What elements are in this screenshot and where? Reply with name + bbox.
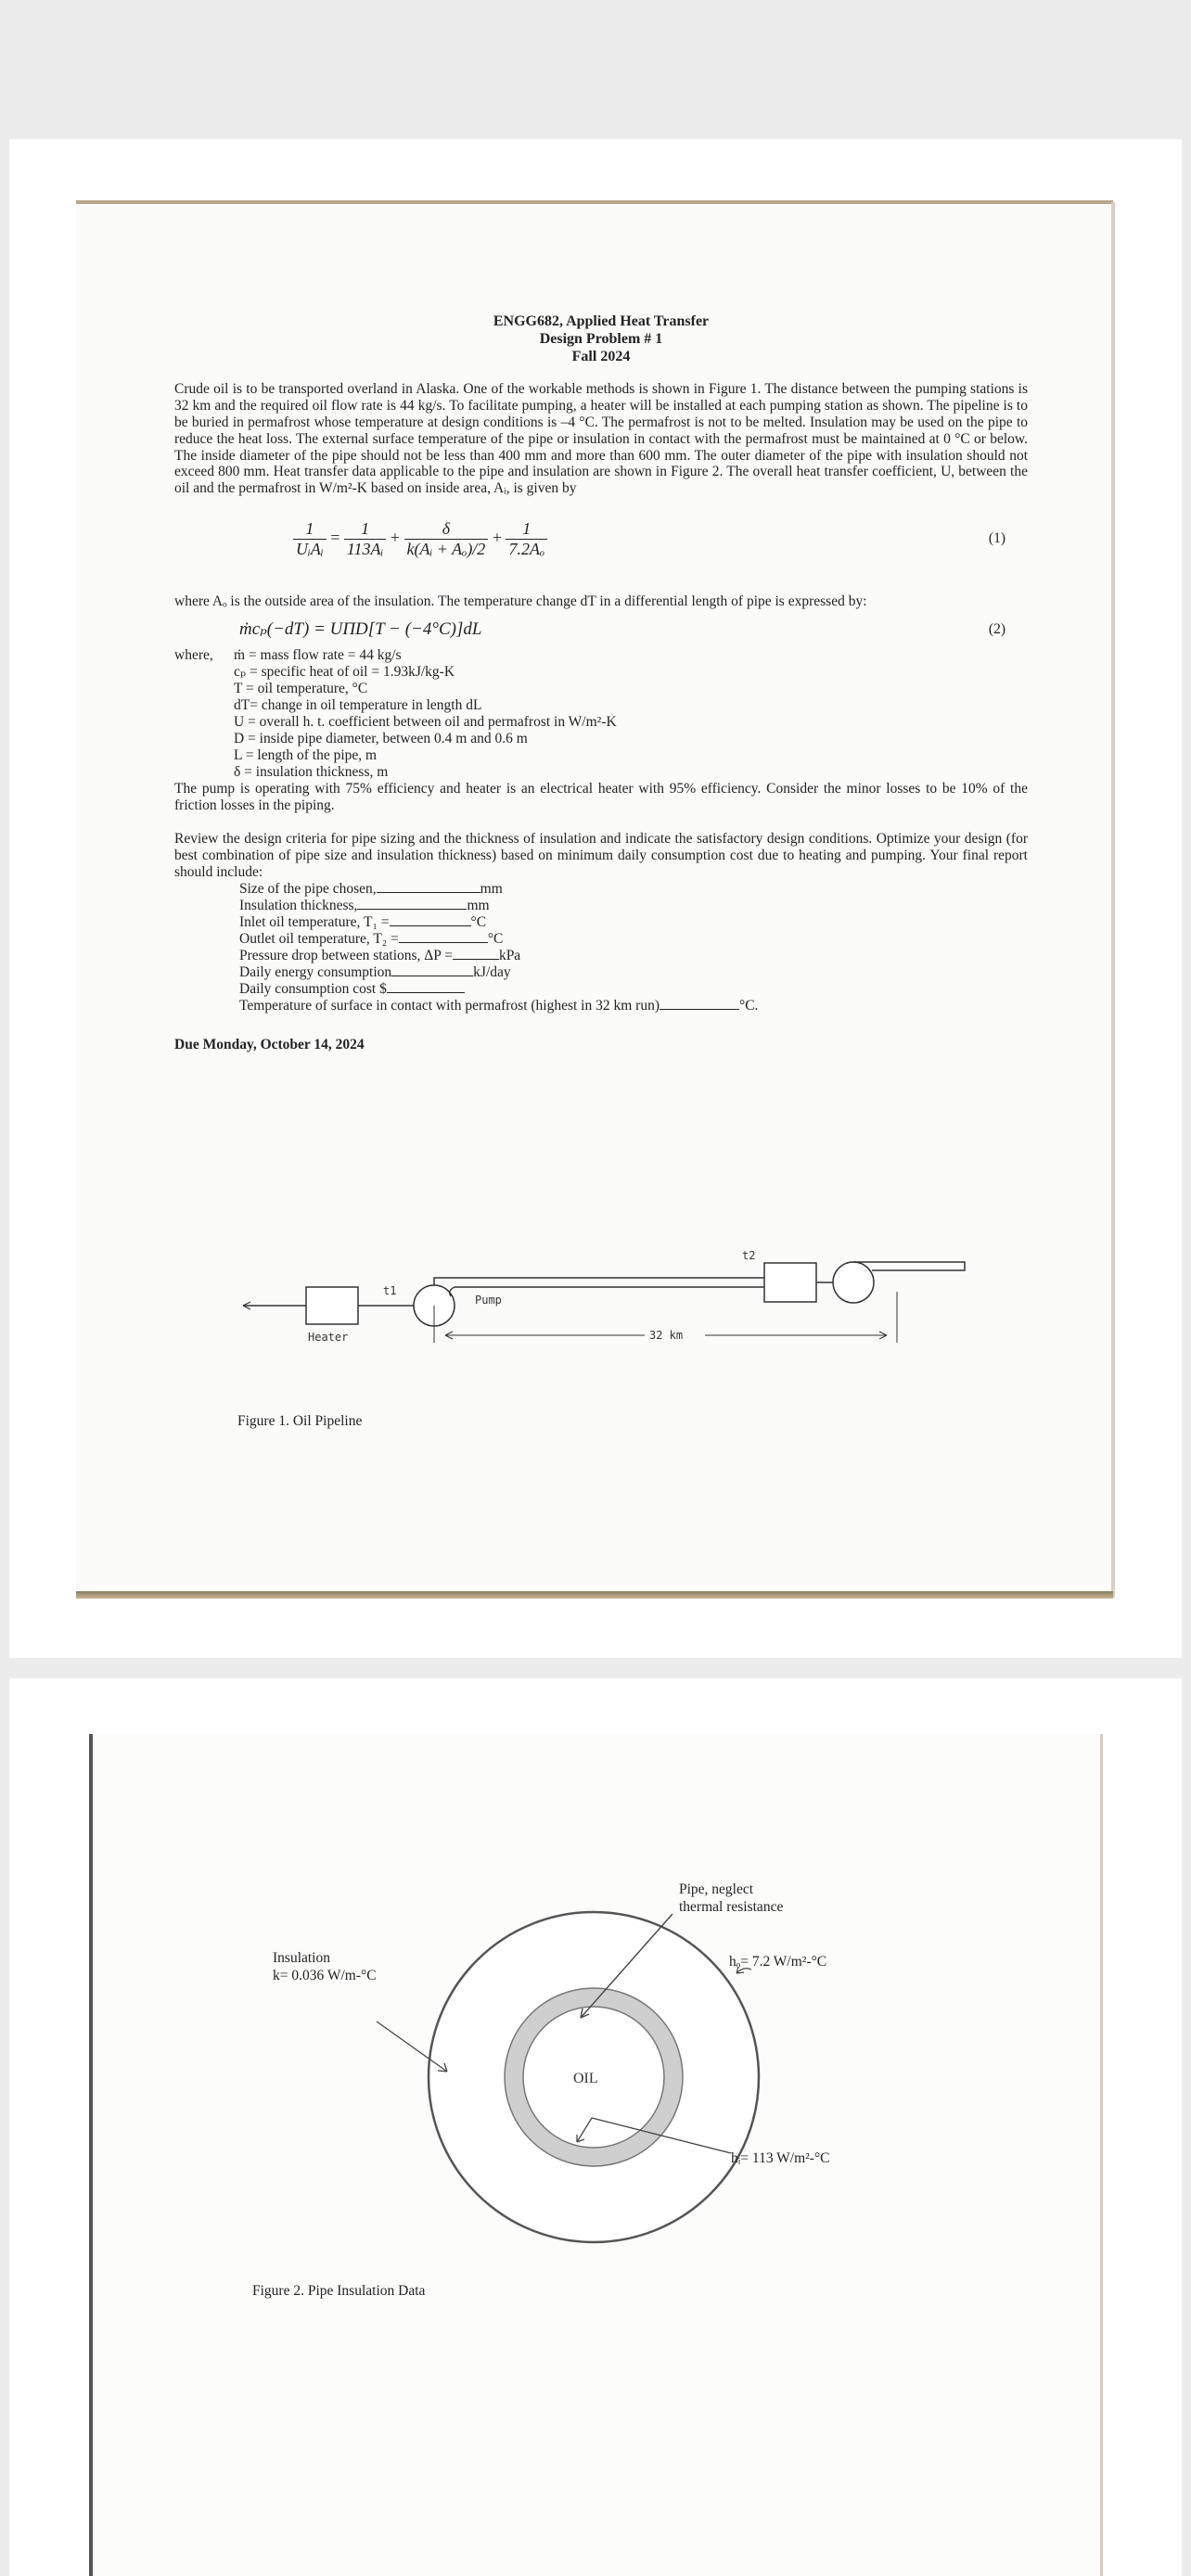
eq2-text: ṁcₚ(−dT) = UΠD[T − (−4°C)]dL	[239, 619, 482, 640]
equation-1: $\frac{1}{\text{UᵢAᵢ}}$ = $\frac{1}{\text{113Aᵢ}}$ + $\frac{\delta}{\text{k(Aᵢ + Aₒ)/2}}$ + $\frac{1}{\text{7.2Aₒ}}$ (1)	[174, 510, 1028, 584]
page-1	[9, 139, 1182, 1658]
list-item: δ = insulation thickness, m	[234, 764, 389, 781]
list-item: D = inside pipe diameter, between 0.4 m and 0.6 m	[234, 731, 528, 747]
list-item: cₚ = specific heat of oil = 1.93kJ/kg-K	[234, 664, 455, 681]
paper-edge-left	[89, 1734, 93, 2576]
list-item: L = length of the pipe, m	[234, 747, 378, 764]
eq-note: where Aₒ is the outside area of the insulation. The temperature change dT in a differential length of pipe is expressed by:	[174, 593, 867, 610]
intro-paragraph: Crude oil is to be transported overland in Alaska. One of the workable methods is shown in Figure 1. The distance between the pumping stations is 32 km and the required oil flow rate is 44 kg/s. To facilitate pumping, a heater will be installed at each pumping station as shown. The pipeline is to be buried in permafrost whose temperature at design conditions is –4 °C. The permafrost is not to be melted. Insulation may be used on the pipe to reduce the heat loss. The external surface temperature of the pipe or insulation in contact with the permafrost must be maintained at 0 °C or below. The inside diameter of the pipe should not be less than 400 mm and more than 600 mm. The outer diameter of the pipe with insulation should not exceed 800 mm. Heat transfer data applicable to the pipe and insulation are shown in Figure 2. The overall heat transfer coefficient, U, between the oil and the permafrost in W/m²-K based on inside area, Aᵢ, is given by	[174, 380, 1028, 497]
heater-box-2	[764, 1263, 816, 1302]
list-item: ṁ = mass flow rate = 44 kg/s	[234, 647, 402, 664]
course-title: ENGG682, Applied Heat Transfer	[493, 313, 710, 329]
eq2-number: (2)	[988, 621, 1005, 638]
eq1-term-insulation: $\frac{\delta}{\text{k(Aᵢ + Aₒ)/2}}$	[404, 519, 489, 559]
paper-edge-bottom	[76, 1591, 1113, 1599]
variable-list	[174, 647, 1028, 781]
eq1-term-outside: $\frac{1}{\text{7.2Aₒ}}$	[506, 519, 547, 559]
pump-2	[833, 1262, 874, 1303]
pump-note: The pump is operating with 75% efficiency and heater is an electrical heater with 95% efficiency. Consider the minor losses to be 10% of the friction losses in the piping.	[174, 781, 1028, 814]
label-pump: Pump	[475, 1294, 502, 1307]
problem-title: Design Problem # 1	[539, 330, 663, 347]
page-2	[9, 1678, 1182, 2576]
document-header	[174, 313, 1028, 366]
report-item: Daily energy consumption kJ/day	[239, 963, 511, 980]
review-paragraph: Review the design criteria for pipe sizing and the thickness of insulation and indicate the satisfactory design conditions. Optimize your design (for best combination of pipe size and insulation thickness) based on minimum daily consumption cost due to heating and pumping. Your final report should include:	[174, 831, 1028, 880]
heater-box-1	[306, 1287, 358, 1324]
insulation-label: Insulation k= 0.036 W/m-°C	[273, 1950, 377, 1984]
figure-2-pipe-cross-section	[417, 1901, 770, 2253]
document-body	[174, 313, 1028, 1053]
due-date: Due Monday, October 14, 2024	[174, 1036, 365, 1052]
eq1-term-inside: $\frac{1}{\text{113Aᵢ}}$	[344, 519, 387, 559]
where-block	[174, 647, 1028, 781]
label-t1: t1	[383, 1284, 397, 1297]
paper-edge-right	[1111, 202, 1115, 1598]
report-item: Outlet oil temperature, T₂ = °C	[239, 930, 504, 947]
report-item: Daily consumption cost $	[239, 981, 1028, 998]
outlet-pipe	[853, 1262, 965, 1270]
figure-2-caption: Figure 2. Pipe Insulation Data	[252, 2283, 426, 2299]
oil-label: OIL	[573, 2071, 598, 2086]
label-t2: t2	[742, 1250, 756, 1262]
paper-edge-right	[1100, 1734, 1103, 2576]
eq1-lhs: $\frac{1}{\text{UᵢAᵢ}}$	[293, 519, 327, 559]
label-heater: Heater	[308, 1331, 349, 1344]
list-item: U = overall h. t. coefficient between oil and permafrost in W/m²-K	[234, 714, 617, 731]
list-item: T = oil temperature, °C	[234, 681, 368, 697]
where-label: where,	[174, 647, 213, 664]
report-list	[174, 881, 1028, 1014]
figure-1-caption: Figure 1. Oil Pipeline	[237, 1413, 363, 1429]
list-item: dT= change in oil temperature in length dL	[234, 697, 482, 714]
paper-edge-top	[76, 200, 1113, 204]
hi-label: hᵢ= 113 W/m²-°C	[731, 2150, 830, 2166]
equation-2	[174, 616, 1028, 647]
report-item: Insulation thickness, mm	[239, 897, 490, 913]
report-item: Temperature of surface in contact with permafrost (highest in 32 km run) °C.	[239, 997, 759, 1014]
term: Fall 2024	[571, 348, 631, 364]
report-item: Pressure drop between stations, ΔP = kPa	[239, 947, 521, 963]
ho-label: hₒ= 7.2 W/m²-°C	[729, 1954, 827, 1970]
report-item: Size of the pipe chosen, mm	[239, 880, 503, 897]
eq1-number: (1)	[988, 530, 1005, 547]
figure-1-pipeline-diagram	[232, 1250, 974, 1371]
pipe-label: Pipe, neglect thermal resistance	[679, 1881, 784, 1916]
report-item: Inlet oil temperature, T₁ = °C	[239, 913, 487, 930]
label-distance: 32 km	[649, 1329, 684, 1342]
